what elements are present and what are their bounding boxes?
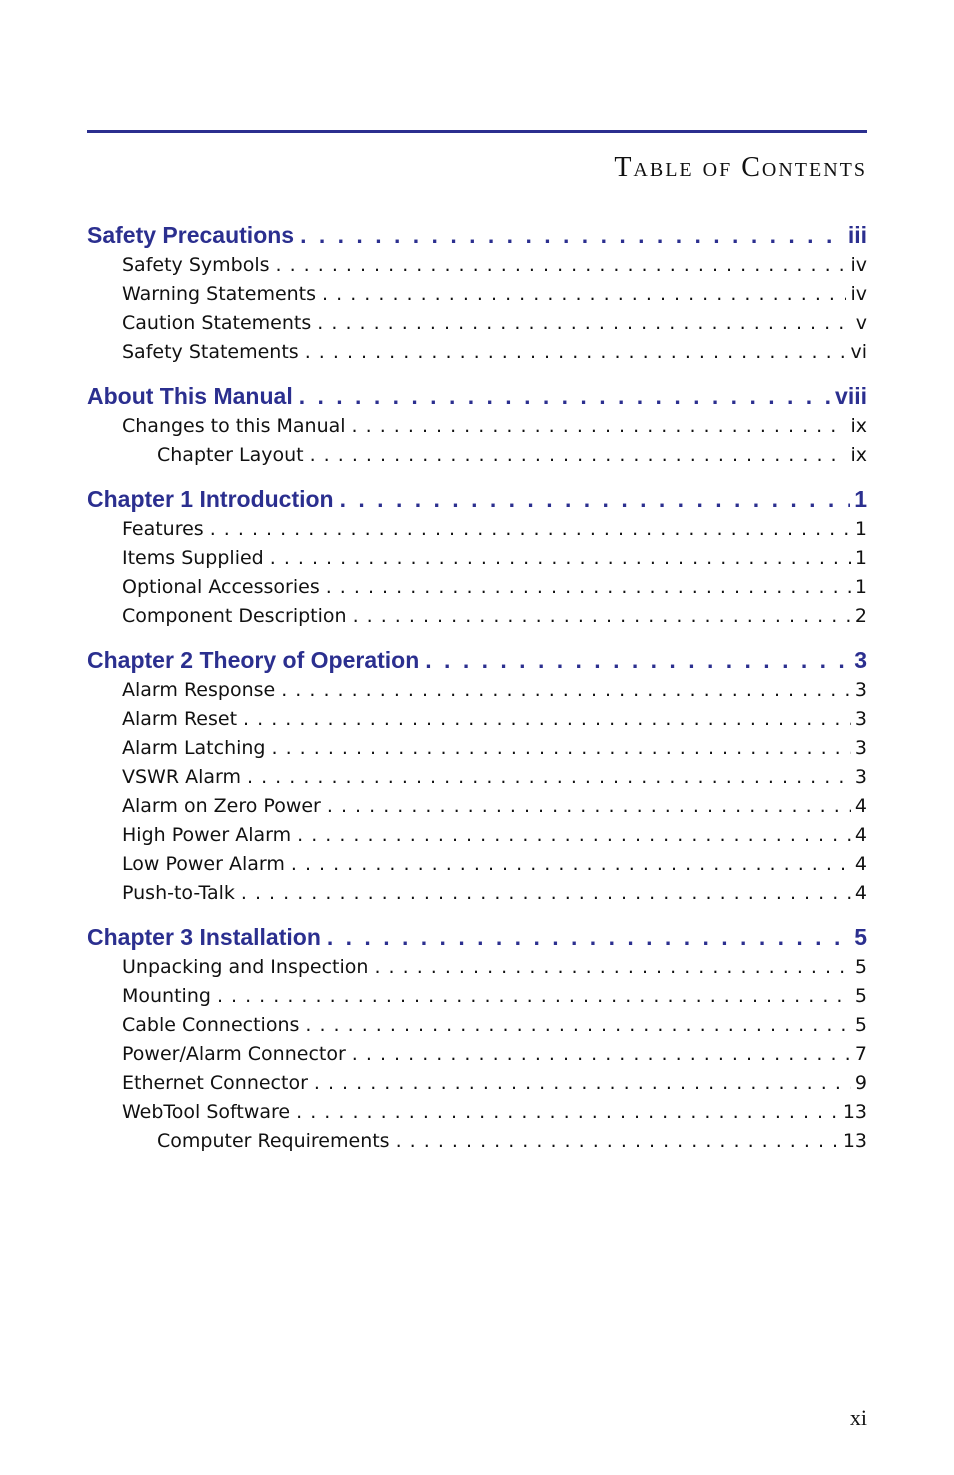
toc-entry-page: 4	[854, 824, 867, 846]
toc-entry[interactable]	[87, 821, 867, 850]
toc-entry-label: Low Power Alarm	[122, 853, 285, 875]
toc-heading-page: 3	[854, 647, 867, 673]
toc-entry-label: Items Supplied	[122, 547, 264, 569]
toc-entry-page: 13	[842, 1101, 867, 1123]
toc-entry-page: vi	[850, 341, 867, 363]
toc-heading-page: 5	[854, 924, 867, 950]
toc-entry[interactable]	[87, 734, 867, 763]
dot-leader	[352, 412, 847, 441]
toc-entry[interactable]	[87, 1069, 867, 1098]
toc-entry[interactable]	[87, 338, 867, 367]
toc-entry-label: Features	[122, 518, 204, 540]
toc-section	[87, 922, 867, 1156]
toc-entry[interactable]	[87, 982, 867, 1011]
dot-leader	[281, 676, 851, 705]
toc-entry-page: iv	[850, 254, 867, 276]
toc-entry-page: 3	[854, 766, 867, 788]
toc-section	[87, 645, 867, 908]
toc-entry-page: 4	[854, 853, 867, 875]
toc-heading-page: iii	[847, 222, 867, 248]
dot-leader	[297, 821, 851, 850]
dot-leader	[340, 484, 851, 514]
dot-leader	[247, 763, 851, 792]
toc-entry[interactable]	[87, 1098, 867, 1127]
toc-entry[interactable]	[87, 676, 867, 705]
dot-leader	[326, 573, 851, 602]
toc-entry[interactable]	[87, 412, 867, 441]
toc-section	[87, 484, 867, 631]
toc-entry-label: Optional Accessories	[122, 576, 320, 598]
toc-entry-label: Safety Statements	[122, 341, 299, 363]
toc-section	[87, 381, 867, 470]
dot-leader	[322, 280, 846, 309]
dot-leader	[314, 1069, 851, 1098]
toc-heading-label: Chapter 1 Introduction	[87, 486, 334, 512]
toc-heading[interactable]	[87, 645, 867, 675]
toc-entry-page: 13	[842, 1130, 867, 1152]
toc-entry-page: 2	[854, 605, 867, 627]
toc-entry-label: Alarm Latching	[122, 737, 266, 759]
toc-heading[interactable]	[87, 220, 867, 250]
toc-entry-page: ix	[850, 444, 867, 466]
dot-leader	[396, 1127, 839, 1156]
toc-heading-label: Chapter 3 Installation	[87, 924, 321, 950]
dot-leader	[291, 850, 851, 879]
toc-entry-label: Push-to-Talk	[122, 882, 235, 904]
toc-entry[interactable]	[87, 1040, 867, 1069]
dot-leader	[243, 705, 851, 734]
toc-entry-label: Power/Alarm Connector	[122, 1043, 346, 1065]
dot-leader	[310, 441, 847, 470]
toc-entry-page: 4	[854, 882, 867, 904]
dot-leader	[327, 922, 850, 952]
dot-leader	[305, 1011, 851, 1040]
toc-entry[interactable]	[87, 573, 867, 602]
toc-heading[interactable]	[87, 484, 867, 514]
toc-heading-label: Chapter 2 Theory of Operation	[87, 647, 420, 673]
toc-entry-page: 5	[854, 956, 867, 978]
toc-entry[interactable]	[87, 441, 867, 470]
toc-entry-label: Safety Symbols	[122, 254, 270, 276]
toc-entry-label: VSWR Alarm	[122, 766, 241, 788]
toc-entry-label: Alarm Reset	[122, 708, 238, 730]
dot-leader	[425, 645, 850, 675]
toc-entry-label: Changes to this Manual	[122, 415, 346, 437]
toc-entry-label: Computer Requirements	[157, 1130, 390, 1152]
toc-entry-page: 5	[854, 985, 867, 1007]
toc-entry-label: Chapter Layout	[157, 444, 304, 466]
page-number: xi	[849, 1405, 867, 1430]
toc-entry[interactable]	[87, 280, 867, 309]
toc-entry[interactable]	[87, 602, 867, 631]
dot-leader	[272, 734, 851, 763]
toc-entry[interactable]	[87, 792, 867, 821]
toc-entry-page: 7	[854, 1043, 867, 1065]
toc-entry-label: Alarm Response	[122, 679, 276, 701]
toc-entry-label: Unpacking and Inspection	[122, 956, 369, 978]
toc-entry[interactable]	[87, 879, 867, 908]
toc-entry-page: iv	[850, 283, 867, 305]
toc-heading-page: viii	[835, 383, 867, 409]
dot-leader	[241, 879, 851, 908]
toc-entry-page: 1	[854, 547, 867, 569]
toc-entry-page: ix	[850, 415, 867, 437]
toc-entry-label: Mounting	[122, 985, 211, 1007]
dot-leader	[353, 602, 851, 631]
page-title: Table of Contents	[614, 152, 867, 183]
toc-entry[interactable]	[87, 763, 867, 792]
toc-entry-label: High Power Alarm	[122, 824, 292, 846]
toc-entry[interactable]	[87, 705, 867, 734]
dot-leader	[276, 251, 847, 280]
toc-entry-page: 1	[854, 576, 867, 598]
toc-entry-label: WebTool Software	[122, 1101, 291, 1123]
toc-heading-page: 1	[854, 486, 867, 512]
toc-entry-page: 1	[854, 518, 867, 540]
dot-leader	[296, 1098, 839, 1127]
toc-section	[87, 220, 867, 367]
toc-entry-page: v	[855, 312, 867, 334]
toc-entry-page: 3	[854, 737, 867, 759]
toc-heading[interactable]	[87, 922, 867, 952]
toc-heading-label: About This Manual	[87, 383, 293, 409]
toc-entry-page: 3	[854, 708, 867, 730]
header-rule	[87, 130, 867, 133]
toc-entry-page: 9	[854, 1072, 867, 1094]
toc-entry[interactable]	[87, 251, 867, 280]
toc-heading-label: Safety Precautions	[87, 222, 295, 248]
toc-entry-label: Warning Statements	[122, 283, 317, 305]
toc-entry[interactable]	[87, 309, 867, 338]
table-of-contents	[87, 220, 867, 1170]
dot-leader	[317, 309, 851, 338]
toc-entry-label: Component Description	[122, 605, 347, 627]
toc-entry[interactable]	[87, 953, 867, 982]
toc-entry-label: Ethernet Connector	[122, 1072, 308, 1094]
toc-entry-label: Caution Statements	[122, 312, 312, 334]
dot-leader	[210, 515, 851, 544]
toc-entry[interactable]	[87, 850, 867, 879]
toc-entry-label: Alarm on Zero Power	[122, 795, 321, 817]
dot-leader	[352, 1040, 851, 1069]
toc-entry-label: Cable Connections	[122, 1014, 300, 1036]
dot-leader	[299, 381, 831, 411]
toc-entry[interactable]	[87, 1011, 867, 1040]
toc-entry[interactable]	[87, 515, 867, 544]
dot-leader	[374, 953, 850, 982]
toc-entry-page: 5	[854, 1014, 867, 1036]
dot-leader	[270, 544, 851, 573]
toc-entry[interactable]	[87, 544, 867, 573]
toc-entry[interactable]	[87, 1127, 867, 1156]
dot-leader	[305, 338, 847, 367]
dot-leader	[327, 792, 851, 821]
toc-heading[interactable]	[87, 381, 867, 411]
dot-leader	[300, 220, 844, 250]
toc-entry-page: 3	[854, 679, 867, 701]
dot-leader	[217, 982, 851, 1011]
toc-entry-page: 4	[854, 795, 867, 817]
